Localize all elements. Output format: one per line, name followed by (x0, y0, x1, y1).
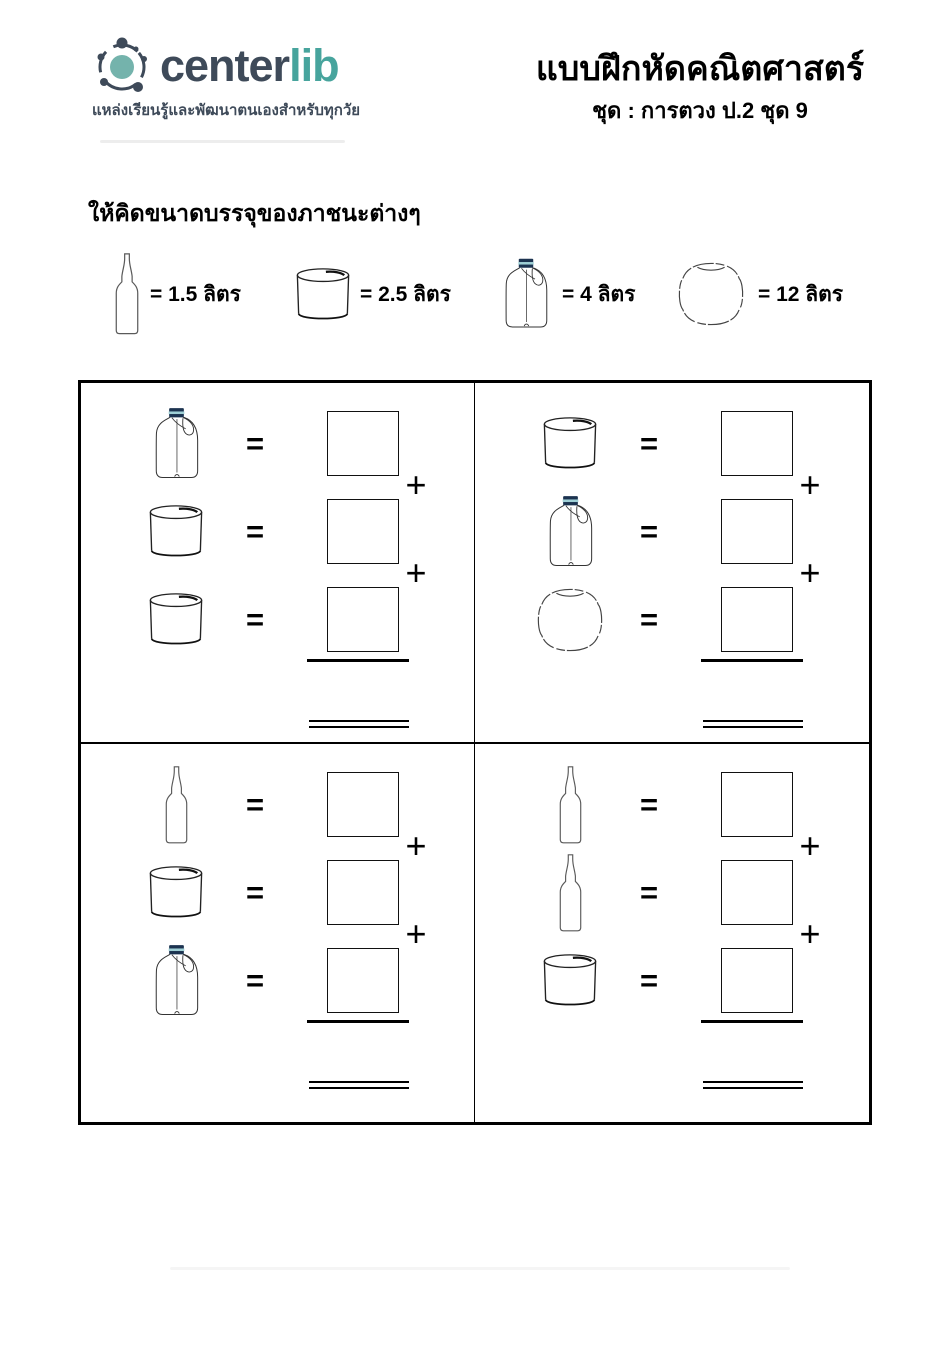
answer-box[interactable] (327, 499, 399, 564)
answer-box[interactable] (327, 411, 399, 476)
logo-block (92, 34, 360, 122)
brand-wordmark (160, 39, 339, 91)
total-line (703, 1081, 803, 1089)
cylinder-icon (541, 952, 599, 1009)
problem-row (81, 587, 474, 652)
legend-item-jar (672, 243, 843, 345)
brand-center-text: center (160, 39, 290, 91)
problem-row (81, 948, 474, 1013)
equals-sign: = (245, 874, 265, 910)
total-line (309, 720, 409, 728)
total-line (703, 720, 803, 728)
plus-sign: + (799, 913, 821, 954)
capacity-legend (0, 243, 951, 345)
answer-box[interactable] (721, 860, 793, 925)
legend-label: = 12 ลิตร (758, 282, 844, 306)
answer-box[interactable] (721, 499, 793, 564)
faded-text-remnant (100, 140, 345, 143)
jug-icon (498, 253, 554, 335)
equals-sign: = (639, 601, 659, 637)
legend-label: = 2.5 ลิตร (360, 282, 451, 306)
problem-cell (81, 744, 475, 1122)
total-line (309, 1081, 409, 1089)
cylinder-icon (541, 415, 599, 472)
problems-grid (78, 380, 872, 1125)
legend-item-cylinder (294, 243, 451, 345)
plus-sign: + (405, 552, 427, 593)
legend-item-jug (498, 243, 635, 345)
problem-cell (81, 383, 475, 744)
plus-sign: + (405, 825, 427, 866)
legend-label: = 4 ลิตร (562, 282, 636, 306)
equals-sign: = (639, 874, 659, 910)
equals-sign: = (245, 513, 265, 549)
cylinder-icon (294, 266, 352, 323)
bottle-icon (556, 765, 585, 845)
answer-box[interactable] (327, 772, 399, 837)
bottle-icon (112, 252, 142, 336)
equals-sign: = (639, 962, 659, 998)
instruction-text: ให้คิดขนาดบรรจุของภาชนะต่างๆ (88, 200, 421, 226)
cylinder-icon (147, 864, 205, 921)
page-subtitle: ชุด : การตวง ป.2 ชุด 9 (592, 98, 808, 124)
answer-box[interactable] (721, 587, 793, 652)
brand-lib-text: lib (289, 39, 339, 91)
sum-line (307, 1020, 409, 1023)
answer-box[interactable] (721, 772, 793, 837)
sum-line (701, 1020, 803, 1023)
problem-cell (475, 744, 869, 1122)
plus-sign: + (405, 913, 427, 954)
equals-sign: = (639, 786, 659, 822)
problem-row (475, 948, 869, 1013)
equals-sign: = (245, 786, 265, 822)
plus-sign: + (799, 825, 821, 866)
answer-box[interactable] (721, 948, 793, 1013)
jug-icon (148, 406, 205, 482)
jug-icon (542, 494, 599, 570)
bottle-icon (556, 853, 585, 933)
sum-line (701, 659, 803, 662)
centerlib-logo-icon (92, 34, 152, 96)
answer-box[interactable] (721, 411, 793, 476)
equals-sign: = (639, 513, 659, 549)
equals-sign: = (639, 425, 659, 461)
sum-line (307, 659, 409, 662)
equals-sign: = (245, 601, 265, 637)
jar-icon (672, 260, 750, 328)
equals-sign: = (245, 425, 265, 461)
cylinder-icon (147, 591, 205, 648)
bottle-icon (162, 765, 191, 845)
answer-box[interactable] (327, 948, 399, 1013)
jar-icon (531, 586, 609, 654)
title-block (470, 50, 930, 128)
plus-sign: + (799, 552, 821, 593)
legend-item-bottle (112, 243, 241, 345)
equals-sign: = (245, 962, 265, 998)
problem-cell (475, 383, 869, 744)
problem-row (475, 587, 869, 652)
jug-icon (148, 943, 205, 1019)
cylinder-icon (147, 503, 205, 560)
plus-sign: + (405, 464, 427, 505)
plus-sign: + (799, 464, 821, 505)
answer-box[interactable] (327, 860, 399, 925)
legend-label: = 1.5 ลิตร (150, 282, 241, 306)
page-title: แบบฝึกหัดคณิตศาสตร์ (535, 50, 865, 88)
brand-tagline: แหล่งเรียนรู้และพัฒนาตนเองสำหรับทุกวัย (92, 102, 361, 119)
faded-footer-remnant (170, 1267, 790, 1270)
answer-box[interactable] (327, 587, 399, 652)
